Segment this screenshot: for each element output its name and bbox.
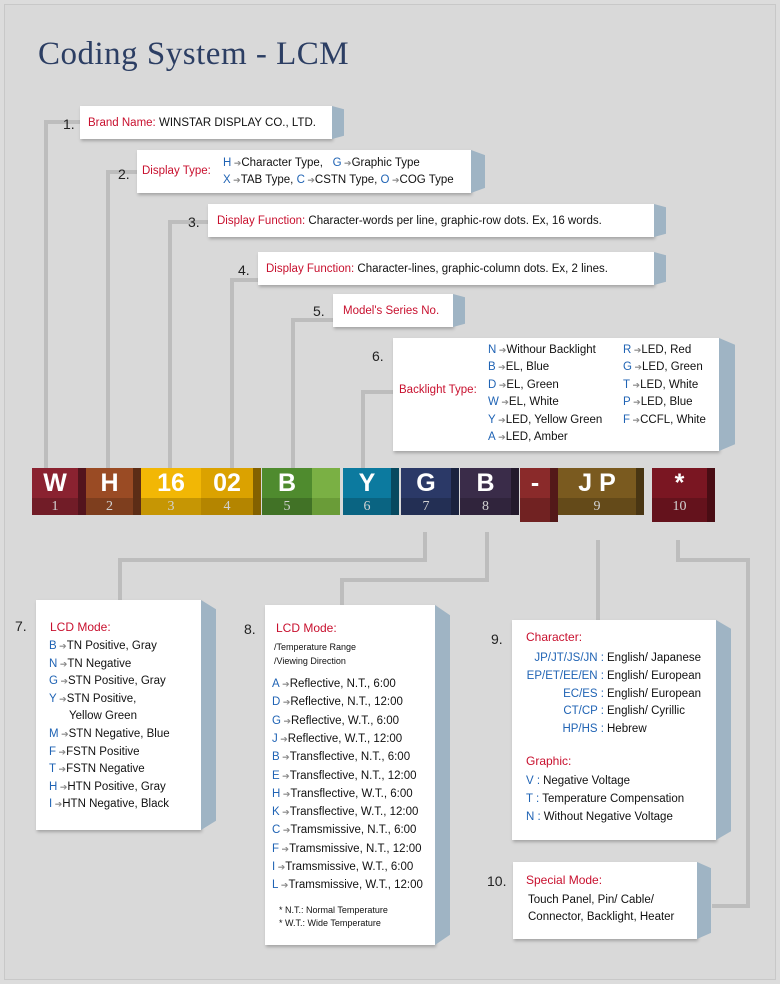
code-index-11: 10 [652,498,707,522]
box-shade [697,862,711,939]
arrow-icon: ➔ [56,746,67,757]
arrow-icon: ➔ [279,843,290,854]
code-block-11: * [652,468,707,498]
list-item [272,806,418,818]
item-text: Tramsmissive, N.T., 12:00 [289,842,422,855]
item-text: EL, Blue [505,361,550,374]
item-text: Transflective, N.T., 6:00 [289,751,411,764]
item-text: LED, Green [642,361,703,374]
item-text: Hebrew [607,723,647,736]
arrow-icon: ➔ [57,781,68,792]
code-letter: T [623,378,631,391]
box-shade [453,294,465,327]
list-item [49,640,157,652]
code-block-side [253,468,261,515]
code-letter: J [272,732,278,745]
code-block-2: H [86,468,133,498]
item-text: Transflective, N.T., 12:00 [289,769,417,782]
list-item [272,751,410,763]
item-text: English/ European [607,669,701,682]
item-text: FSTN Positive [66,745,140,758]
list-item [49,746,140,758]
callout-number-1: 1. [63,116,75,132]
code-letter: A [272,678,280,690]
list-item [623,361,703,373]
item-text: Reflective, N.T., 12:00 [290,696,403,709]
code-letter: H [272,787,281,800]
arrow-icon: ➔ [496,345,507,355]
list-item [526,793,684,805]
code-block-4: 02 [201,468,253,498]
arrow-icon: ➔ [495,362,506,373]
type-tab: TAB Type, [240,174,294,186]
item-text: LED, White [640,378,699,391]
arrow-icon: ➔ [280,715,291,726]
code-index-1: 1 [32,498,78,515]
list-item [512,669,701,682]
graphic-code: N : [526,811,541,823]
arrow-icon: ➔ [280,788,291,799]
callout-number-10: 10. [487,873,507,889]
brand-name-value: WINSTAR DISPLAY CO., LTD. [158,117,316,129]
item-text: LED, Red [641,344,692,356]
box-shade [435,605,450,945]
list-item [49,675,166,687]
backlight-type-label: Backlight Type: [399,384,477,396]
item-text: Tramsmissive, W.T., 12:00 [288,879,423,892]
display-type-box [137,150,471,193]
code-letter: G [49,675,58,688]
code-letter: C [272,824,281,837]
item-text: Tramsmissive, W.T., 6:00 [285,861,414,873]
arrow-icon: ➔ [56,693,67,704]
list-item [272,770,416,782]
series-no-box [333,294,453,327]
list-item [512,723,698,735]
callout-number-3: 3. [188,214,200,230]
lcd-mode-temperature-box [265,605,435,945]
code-letter: B [488,361,496,374]
code-letter: B [49,640,57,652]
arrow-icon: ➔ [280,697,291,708]
code-block-5-extension [312,468,340,498]
code-index-2: 2 [86,498,133,515]
graphic-label: Graphic: [526,754,572,768]
code-block-8: B [460,468,511,498]
code-letter: T [49,763,57,776]
connector-line-4 [232,280,258,468]
list-item [526,775,630,787]
box-shade [654,252,666,285]
code-block-5: B [262,468,312,498]
item-text: LED, Yellow Green [505,413,603,426]
item-text: EL, Green [506,378,559,391]
item-text: Transflective, W.T., 6:00 [290,787,413,800]
item-text: Reflective, W.T., 12:00 [287,732,403,745]
item-text: English/ European [607,687,701,700]
item-text: CCFL, White [640,413,706,426]
item-text: TN Negative [67,657,132,670]
lcd-mode-label: LCD Mode: [276,621,337,635]
code-block-side [451,468,459,515]
code-g: G [332,157,342,169]
note-wide-temperature: * W.T.: Wide Temperature [279,918,381,928]
graphic-code: V : [526,775,541,787]
display-type-line-1: H ➔Character Type, G ➔Graphic Type [223,157,420,169]
code-block-3: 16 [141,468,201,498]
code-letter: D [488,378,497,391]
arrow-icon: ➔ [279,770,290,781]
code-letter: Y [49,692,57,705]
item-text: Transflective, W.T., 12:00 [289,806,419,819]
list-item [272,843,422,855]
lcd-mode-polarizer-box [36,600,201,830]
list-item [272,824,416,836]
box-shade [719,338,735,451]
code-letter: W [488,396,499,409]
list-item [623,379,698,391]
code-letter: I [272,861,276,873]
arrow-icon: ➔ [630,397,641,408]
box-shade [654,204,666,237]
arrow-icon: ➔ [631,362,642,373]
code-index-6: 6 [343,498,391,515]
item-text: FSTN Negative [66,763,145,776]
connector-line-1 [46,122,80,468]
code-letter: F [49,745,57,758]
connector-line-5 [293,320,333,468]
list-item [49,763,145,775]
special-mode-label: Special Mode: [526,873,603,887]
arrow-icon: ➔ [498,397,509,408]
code-x: X [223,174,231,186]
callout-number-7: 7. [15,618,27,634]
item-text: Negative Voltage [543,775,631,787]
item-text: LED, Blue [640,396,693,409]
item-text: Yellow Green [69,710,137,723]
item-text: LED, Amber [505,431,568,443]
display-function-lines-text: Character-lines, graphic-column dots. Ex, 2 lines. [357,263,608,275]
temperature-range-label: /Temperature Range [274,642,357,652]
arrow-icon: ➔ [631,345,642,355]
code-block-side [707,468,715,522]
arrow-icon: ➔ [495,414,506,425]
code-index-4: 4 [201,498,253,515]
list-item [512,652,701,664]
item-text: STN Positive, [66,692,137,705]
list-item [272,861,413,873]
connector-line-7 [120,532,425,600]
graphic-code: T : [526,793,540,805]
note-normal-temperature: * N.T.: Normal Temperature [279,905,388,915]
list-item [272,788,413,800]
code-block-7: G [401,468,451,498]
box-shade [201,600,216,830]
item-text: HTN Positive, Gray [67,780,166,793]
item-text: STN Positive, Gray [68,675,166,688]
connector-line-2 [108,172,137,468]
list-item [526,811,673,823]
item-text: Tramsmissive, N.T., 6:00 [290,824,417,837]
arrow-icon: ➔ [280,825,291,836]
list-item [488,379,559,391]
list-item [49,728,170,740]
list-item [272,733,402,745]
viewing-direction-label: /Viewing Direction [274,656,346,666]
arrow-icon: ➔ [279,807,290,818]
display-function-words-box [208,204,654,237]
item-text: STN Negative, Blue [68,728,170,740]
code-letter: E [272,769,280,782]
code-letter: F [272,842,280,855]
list-item [49,710,137,722]
callout-number-6: 6. [372,348,384,364]
code-block-10: J P [558,468,636,498]
list-item [512,705,698,717]
list-item [488,431,568,443]
code-index-5: 5 [262,498,312,515]
code-block-5-extension-base [312,498,340,515]
code-letter: F [623,413,631,426]
callout-number-8: 8. [244,621,256,637]
code-letter: Y [488,413,496,426]
callout-number-4: 4. [238,262,250,278]
list-item [49,798,169,810]
list-item [272,715,399,727]
code-block-1: W [32,468,78,498]
code-index-9 [520,498,550,522]
code-letter: L [272,879,279,892]
item-text: Reflective, N.T., 6:00 [289,678,396,690]
list-item [488,396,559,408]
type-graphic: Graphic Type [351,157,420,169]
list-item [488,344,596,356]
special-mode-line-1: Touch Panel, Pin/ Cable/ [528,894,654,906]
arrow-icon: ➔ [56,764,67,775]
code-block-side [511,468,519,515]
type-cstn: CSTN Type, [314,174,378,186]
list-item [49,693,136,705]
list-item [272,678,396,690]
arrow-icon: ➔ [52,799,63,810]
code-letter: N [488,344,497,356]
item-text: TN Positive, Gray [66,640,157,652]
code-block-9: - [520,468,550,498]
series-no-label: Model's Series No. [343,305,440,317]
page-title: Coding System - LCM [38,36,350,72]
list-item [272,696,403,708]
item-text: EL, White [508,396,559,409]
item-text: HTN Negative, Black [62,798,169,811]
list-item [49,781,166,793]
arrow-icon: ➔ [630,379,641,390]
code-index-10: 9 [558,498,636,515]
brand-name-label: Brand Name: [88,117,156,129]
code-block-side [391,468,399,515]
arrow-icon: ➔ [279,752,290,763]
code-index-3: 3 [141,498,201,515]
box-shade [332,106,344,139]
code-index-8: 8 [460,498,511,515]
character-code: EC/ES : [563,687,604,700]
item-text: Reflective, W.T., 6:00 [291,714,400,727]
list-item [488,414,602,426]
list-item [623,414,706,426]
connector-line-3 [170,222,208,468]
arrow-icon: ➔ [56,641,67,651]
code-block-side [133,468,141,515]
item-text: Without Negative Voltage [543,811,673,823]
type-cog: COG Type [399,174,454,186]
code-block-side [636,468,644,515]
code-index-7: 7 [401,498,451,515]
item-text: Temperature Compensation [542,793,685,805]
character-code: CT/CP : [563,705,604,718]
callout-number-5: 5. [313,303,325,319]
code-block-side [78,468,86,515]
arrow-icon: ➔ [630,414,641,425]
code-block-6: Y [343,468,391,498]
code-letter: A [488,431,496,443]
display-function-label: Display Function: [217,215,306,227]
list-item [272,879,423,891]
code-letter: B [272,751,280,764]
connector-line-8 [342,532,487,605]
type-character: Character Type, [241,157,323,169]
item-text: Withour Backlight [506,344,596,356]
code-letter: D [272,696,281,709]
character-code: HP/HS : [562,723,604,736]
lcd-mode-label: LCD Mode: [50,620,111,634]
box-shade [471,150,485,193]
list-item [623,396,693,408]
list-item [488,361,549,373]
box-shade [716,620,731,840]
display-type-line-2: X ➔TAB Type, C ➔CSTN Type, O ➔COG Type [223,174,454,186]
code-letter: G [272,714,281,727]
special-mode-box [513,862,697,939]
arrow-icon: ➔ [278,880,289,891]
connector-line-6 [363,392,393,468]
code-letter: I [49,798,53,811]
list-item [512,687,701,700]
item-text: English/ Cyrillic [607,705,685,718]
display-type-label: Display Type: [142,165,211,177]
arrow-icon: ➔ [495,432,506,442]
arrow-icon: ➔ [275,862,286,872]
arrow-icon: ➔ [277,733,288,744]
backlight-type-box [393,338,719,451]
arrow-icon: ➔ [57,658,68,669]
display-function-label: Display Function: [266,263,355,275]
code-letter: M [49,728,59,740]
code-letter: H [49,780,58,793]
code-letter: N [49,657,58,670]
callout-number-9: 9. [491,631,503,647]
character-graphic-box [512,620,716,840]
code-letter: R [623,344,632,356]
character-code: EP/ET/EE/EN : [526,669,604,682]
code-letter: K [272,806,280,819]
display-function-words-text: Character-words per line, graphic-row dots. Ex, 16 words. [308,215,602,227]
display-function-lines-box [258,252,654,285]
arrow-icon: ➔ [58,729,69,739]
arrow-icon: ➔ [279,679,290,689]
code-h: H [223,157,232,169]
code-letter: G [623,361,632,374]
code-letter: P [623,396,631,409]
brand-name-box [80,106,332,139]
arrow-icon: ➔ [57,676,68,687]
code-o: O [380,174,390,186]
item-text: English/ Japanese [607,652,701,664]
code-c: C [296,174,305,186]
code-block-side [550,468,558,522]
character-code: JP/JT/JS/JN : [534,652,604,664]
character-label: Character: [526,630,583,644]
callout-number-2: 2. [118,166,130,182]
list-item [49,658,131,670]
list-item [623,344,691,356]
special-mode-line-2: Connector, Backlight, Heater [528,911,675,923]
arrow-icon: ➔ [496,379,507,390]
